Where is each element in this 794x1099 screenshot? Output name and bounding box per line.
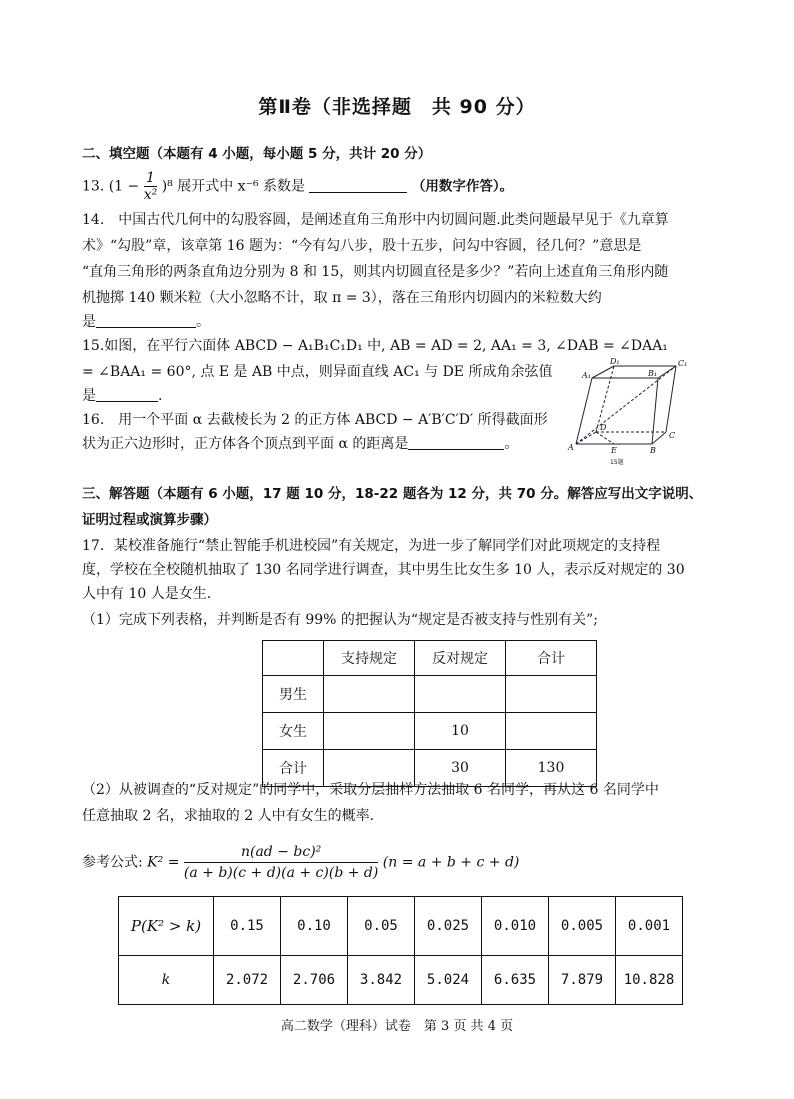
label-E: E: [611, 446, 617, 455]
q14-line-1: 14. 中国古代几何中的勾股容圆，是阐述直角三角形中内切圆问题.此类问题最早见于《九章算: [82, 212, 669, 228]
formula-denominator: (a + b)(c + d)(a + c)(b + d): [183, 865, 379, 881]
label-C: C: [669, 431, 676, 440]
q13-prefix: 13. (1 −: [82, 178, 140, 195]
label-C1: C₁: [678, 359, 688, 368]
table-cell: 10.828: [616, 956, 683, 1005]
reference-formula: [82, 842, 519, 883]
q17-line-3: 人中有 10 人是女生.: [82, 586, 212, 602]
contingency-table: [262, 640, 597, 787]
parallelepiped-figure: [566, 356, 690, 468]
q15-line-3-text: 是: [82, 388, 96, 404]
q16-line-2-text: 状为正六边形时，正方体各个顶点到平面 α 的距离是: [82, 436, 409, 452]
label-D: D: [600, 423, 607, 432]
table-cell: 0.05: [348, 897, 415, 956]
section-3-heading-line-2: 证明过程或演算步骤）: [82, 512, 217, 528]
table-cell: 0.025: [415, 897, 482, 956]
figure-caption: 15题: [610, 459, 624, 466]
table-cell: 3.842: [348, 956, 415, 1005]
page-title: 第Ⅱ卷（非选择题 共 90 分）: [258, 96, 536, 118]
chi-square-table: [118, 896, 683, 1005]
section-2-heading: 二、填空题（本题有 4 小题，每小题 5 分，共计 20 分）: [82, 146, 432, 162]
table-row: [263, 676, 597, 713]
formula-lhs: K² =: [147, 854, 180, 871]
q16-line-2: [82, 434, 518, 454]
q14-answer-blank[interactable]: [96, 313, 196, 328]
q13-suffix: （用数字作答）。: [411, 178, 514, 195]
q13-frac-den: x²: [143, 187, 158, 203]
table-cell: 男生: [263, 676, 324, 713]
q14-line-4: 机抛掷 140 颗米粒（大小忽略不计，取 π = 3），落在三角形内切圆内的米粒数大约: [82, 290, 602, 306]
q16-line-2-end: 。: [504, 436, 519, 452]
table-cell: 0.010: [482, 897, 549, 956]
table-cell: 130: [506, 750, 597, 787]
table-cell: 0.005: [549, 897, 616, 956]
q13-power: )⁸: [161, 178, 173, 195]
edge-AA1: [576, 378, 592, 444]
q14-line-3: “直角三角形的两条直角边分别为 8 和 15，则其内切圆直径是多少？”若向上述直角三角形内随: [82, 264, 669, 280]
table-cell[interactable]: [506, 713, 597, 750]
table-cell: 7.879: [549, 956, 616, 1005]
table-cell: 10: [415, 713, 506, 750]
table-row: [263, 713, 597, 750]
table-cell[interactable]: [415, 676, 506, 713]
formula-numerator: n(ad − bc)²: [184, 842, 378, 863]
edge-B1C1: [658, 366, 676, 378]
q15-answer-blank[interactable]: [96, 387, 158, 402]
q15-line-3: [82, 386, 162, 406]
table-cell: 0.001: [616, 897, 683, 956]
table-cell[interactable]: [324, 676, 415, 713]
table-cell[interactable]: [506, 676, 597, 713]
table-row: [119, 897, 683, 956]
q17-part-2-line-1: （2）从被调查的“反对规定”的同学中，采取分层抽样方法抽取 6 名同学，再从这 6 名同学中: [82, 782, 659, 798]
q14-line-5-end: 。: [196, 314, 210, 330]
q14-line-5-text: 是: [82, 314, 96, 330]
table-header-cell: 合计: [506, 641, 597, 676]
edge-BC: [652, 432, 666, 444]
table-cell: 女生: [263, 713, 324, 750]
table-row: [119, 956, 683, 1005]
formula-fraction: [184, 842, 378, 883]
label-B1: B₁: [648, 369, 658, 378]
q13-fraction: [144, 170, 158, 203]
label-A1: A₁: [582, 371, 591, 380]
q15-line-2: = ∠BAA₁ = 60°, 点 E 是 AB 中点，则异面直线 AC₁ 与 DE 所成角余弦值: [82, 364, 553, 380]
edge-CC1: [666, 366, 676, 432]
label-A: A: [568, 443, 574, 452]
table-cell: 30: [415, 750, 506, 787]
q16-answer-blank[interactable]: [408, 435, 504, 450]
table-cell: 6.635: [482, 956, 549, 1005]
table-cell: 0.15: [214, 897, 281, 956]
q17-line-1: 17．某校准备施行“禁止智能手机进校园”有关规定，为进一步了解同学们对此项规定的支持程: [82, 538, 661, 554]
table-header-cell: 支持规定: [324, 641, 415, 676]
edge-BB1: [652, 378, 658, 444]
q14-line-2: 术》“勾股”章，该章第 16 题为：“今有勾八步，股十五步，问勾中容圆，径几何？”意思是: [82, 238, 642, 254]
seg-DE: [596, 432, 614, 444]
table-cell: 2.072: [214, 956, 281, 1005]
q13-answer-blank[interactable]: [309, 178, 407, 193]
table-header-cell: 反对规定: [415, 641, 506, 676]
page-footer: 高二数学（理科）试卷 第 3 页 共 4 页: [280, 1019, 514, 1034]
q14-line-5: [82, 312, 210, 332]
table-cell[interactable]: [324, 713, 415, 750]
section-3-heading-line-1: 三、解答题（本题有 6 小题，17 题 10 分，18-22 题各为 12 分，共 70 分。解答应写出文字说明、: [82, 486, 703, 502]
label-D1: D₁: [610, 357, 620, 366]
formula-rhs: (n = a + b + c + d): [382, 854, 520, 871]
table-cell: 2.706: [281, 956, 348, 1005]
q17-part-2-line-2: 任意抽取 2 名，求抽取的 2 人中有女生的概率.: [82, 808, 375, 824]
q15-line-3-end: .: [158, 388, 163, 404]
table-cell: 5.024: [415, 956, 482, 1005]
edge-AD: [576, 432, 596, 444]
q13-frac-num: 1: [144, 170, 158, 187]
q17-part-1: （1）完成下列表格，并判断是否有 99% 的把握认为“规定是否被支持与性别有关”;: [82, 612, 598, 628]
table-cell: k: [119, 956, 214, 1005]
formula-label: 参考公式:: [82, 854, 143, 871]
table-cell: 合计: [263, 750, 324, 787]
table-header-cell: [263, 641, 324, 676]
q13-text: 展开式中 x⁻⁶ 系数是: [177, 178, 306, 195]
label-B: B: [650, 446, 656, 455]
question-13: [82, 170, 513, 203]
table-cell: 0.10: [281, 897, 348, 956]
table-cell: P(K² > k): [119, 897, 214, 956]
table-header-row: [263, 641, 597, 676]
q16-line-1: 16. 用一个平面 α 去截棱长为 2 的正方体 ABCD − A′B′C′D′ 所得截面形: [82, 412, 548, 428]
q17-line-2: 度，学校在全校随机抽取了 130 名同学进行调查，其中男生比女生多 10 人，表示反对规定的 30: [82, 562, 685, 578]
q15-line-1: 15.如图，在平行六面体 ABCD − A₁B₁C₁D₁ 中, AB = AD = 2, AA₁ = 3, ∠DAB = ∠DAA₁: [82, 338, 668, 354]
